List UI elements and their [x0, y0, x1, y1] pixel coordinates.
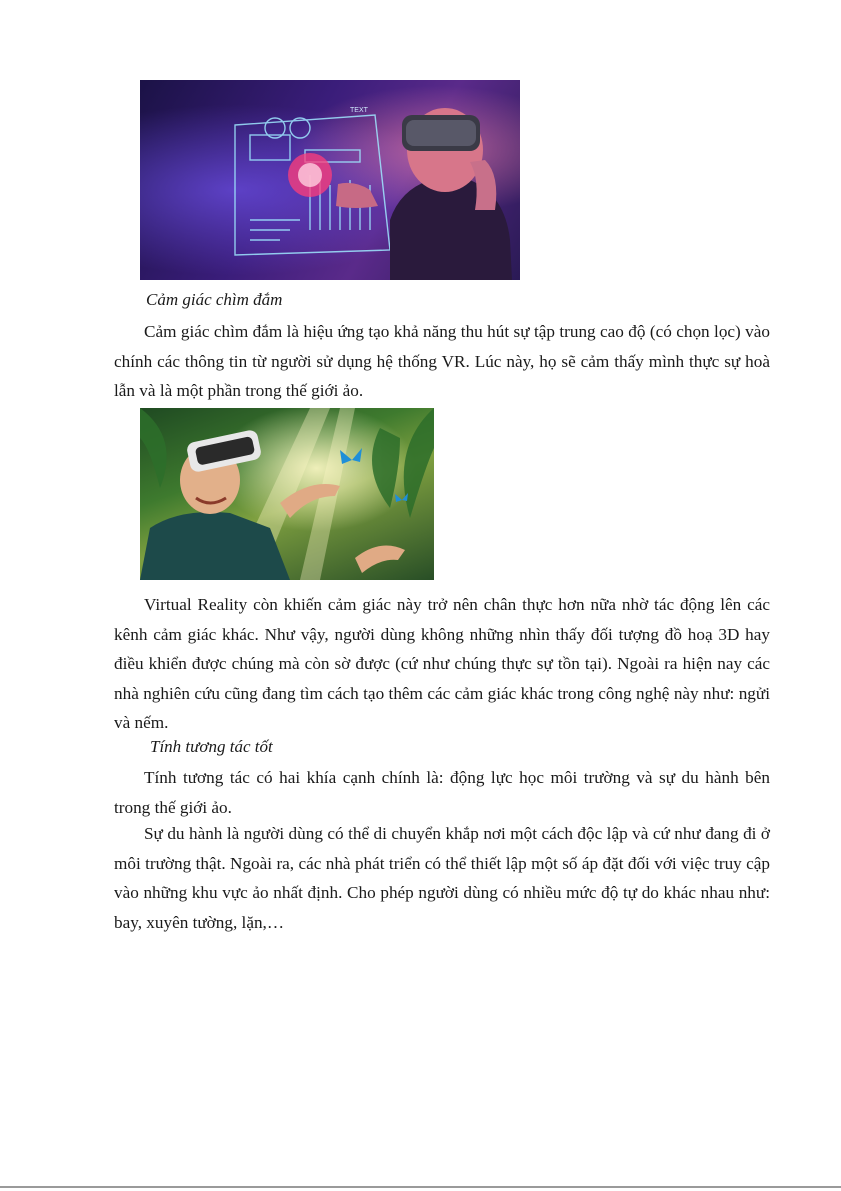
caption-immersion: Cảm giác chìm đắm: [146, 290, 283, 309]
paragraph-immersion: Cảm giác chìm đắm là hiệu ứng tạo khả năng thu hút sự tập trung cao độ (có chọn lọc) vào chính các thông tin từ người sử dụng hệ thống VR. Lúc này, họ sẽ cảm thấy mình thực sự hoà lẫn và là một phần trong thế giới ảo.: [114, 322, 770, 400]
paragraph-virtual-reality: Virtual Reality còn khiến cảm giác này trở nên chân thực hơn nữa nhờ tác động lên các kênh cảm giác khác. Như vậy, người dùng không những nhìn thấy đối tượng đồ hoạ 3D hay điều khiển được chúng mà còn sờ được (cứ như chúng thực sự tồn tại). Ngoài ra hiện nay các nhà nghiên cứu cũng đang tìm cách tạo thêm các cảm giác khác trong công nghệ này như: ngửi và nếm.: [114, 595, 770, 732]
vr-hud-illustration: [140, 80, 520, 280]
vr-forest-illustration: [140, 408, 434, 580]
hud-label: TEXT: [350, 107, 368, 114]
paragraph-interactivity: Tính tương tác có hai khía cạnh chính là: động lực học môi trường và sự du hành bên trong thế giới ảo.: [114, 768, 770, 817]
vr-forest-photo: [140, 408, 434, 580]
vr-hud-photo: [140, 80, 520, 280]
paragraph-navigation: Sự du hành là người dùng có thể di chuyển khắp nơi một cách độc lập và cứ như đang đi ở môi trường thật. Ngoài ra, các nhà phát triển có thể thiết lập một số áp đặt đối với việc truy cập vào những khu vực ảo nhất định. Cho phép người dùng có nhiều mức độ tự do khác nhau như: bay, xuyên tường, lặn,…: [114, 824, 770, 932]
page-bottom-rule: [0, 1186, 841, 1188]
caption-interactivity: Tính tương tác tốt: [150, 737, 273, 756]
